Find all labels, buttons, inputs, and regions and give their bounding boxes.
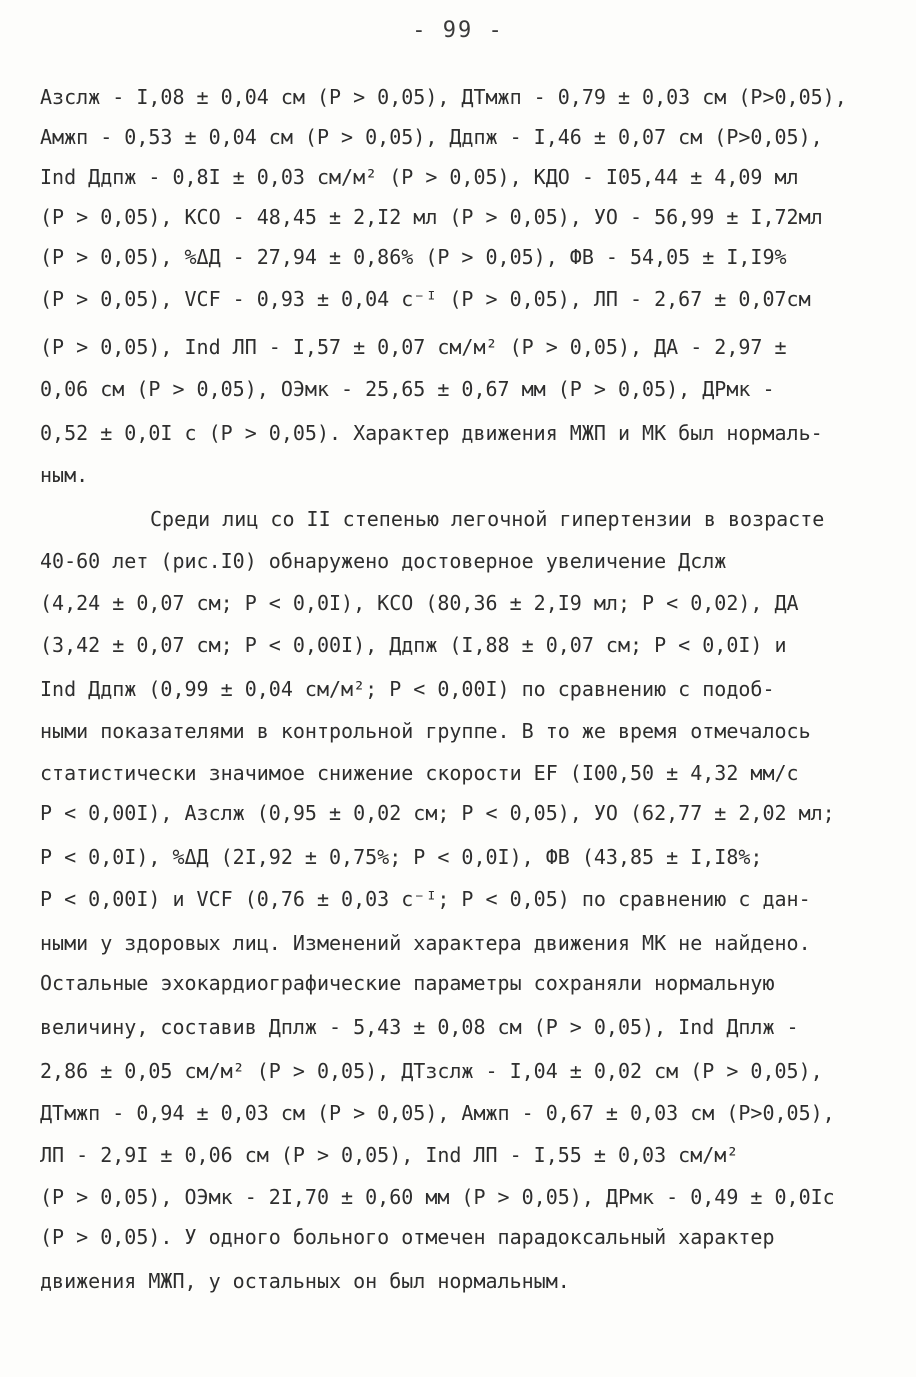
text-line: Остальные эхокардиографические параметры сохраняли нормальную — [40, 971, 775, 995]
text-line: ными показателями в контрольной группе. В то же время отмечалось — [40, 719, 811, 743]
text-line: ным. — [40, 463, 89, 487]
text-line: (P > 0,05), ОЭмк - 2I,70 ± 0,60 мм (P > 0,05), ДРмк - 0,49 ± 0,0Iс — [40, 1185, 835, 1209]
page-number: - 99 - — [412, 18, 504, 43]
text-line: величину, составив Дплж - 5,43 ± 0,08 см (P > 0,05), Ind Дплж - — [40, 1015, 799, 1039]
text-line: 0,06 см (P > 0,05), ОЭмк - 25,65 ± 0,67 мм (P > 0,05), ДРмк - — [40, 377, 775, 401]
text-line: P < 0,0I), %ΔД (2I,92 ± 0,75%; P < 0,0I), ФВ (43,85 ± I,I8%; — [40, 845, 763, 869]
text-line: P < 0,00I), Aзслж (0,95 ± 0,02 см; P < 0,05), УО (62,77 ± 2,02 мл; — [40, 801, 835, 825]
text-line: статистически значимое снижение скорости EF (I00,50 ± 4,32 мм/с — [40, 761, 799, 785]
text-line: 40-60 лет (рис.I0) обнаружено достоверное увеличение Дслж — [40, 549, 727, 573]
text-line: (4,24 ± 0,07 см; P < 0,0I), КСО (80,36 ± 2,I9 мл; P < 0,02), ДА — [40, 591, 799, 615]
text-line: ЛП - 2,9I ± 0,06 см (P > 0,05), Ind ЛП - I,55 ± 0,03 см/м² — [40, 1143, 739, 1167]
text-line: ными у здоровых лиц. Изменений характера движения МК не найдено. — [40, 931, 811, 955]
text-line: 0,52 ± 0,0I с (P > 0,05). Характер движения МЖП и МК был нормаль- — [40, 421, 823, 445]
text-line: (P > 0,05), Ind ЛП - I,57 ± 0,07 см/м² (P > 0,05), ДА - 2,97 ± — [40, 335, 787, 359]
text-line: (P > 0,05), %ΔД - 27,94 ± 0,86% (P > 0,05), ФВ - 54,05 ± I,I9% — [40, 245, 787, 269]
text-line: движения МЖП, у остальных он был нормальным. — [40, 1269, 570, 1293]
text-line: Ind Ддпж - 0,8I ± 0,03 см/м² (P > 0,05), КДО - I05,44 ± 4,09 мл — [40, 165, 799, 189]
text-line: (P > 0,05), КСО - 48,45 ± 2,I2 мл (P > 0,05), УО - 56,99 ± I,72мл — [40, 205, 823, 229]
text-line: P < 0,00I) и VCF (0,76 ± 0,03 с⁻ᴵ; P < 0,05) по сравнению с дан- — [40, 887, 811, 911]
text-line: ДТмжп - 0,94 ± 0,03 см (P > 0,05), Aмжп - 0,67 ± 0,03 см (P>0,05), — [40, 1101, 835, 1125]
text-line: (P > 0,05). У одного больного отмечен парадоксальный характер — [40, 1225, 775, 1249]
text-line: 2,86 ± 0,05 см/м² (P > 0,05), ДТзслж - I,04 ± 0,02 см (P > 0,05), — [40, 1059, 823, 1083]
text-line: Ind Ддпж (0,99 ± 0,04 см/м²; P < 0,00I) по сравнению с подоб- — [40, 677, 775, 701]
text-line: Aмжп - 0,53 ± 0,04 см (P > 0,05), Ддпж - I,46 ± 0,07 см (P>0,05), — [40, 125, 823, 149]
text-line: (P > 0,05), VCF - 0,93 ± 0,04 с⁻ᴵ (P > 0,05), ЛП - 2,67 ± 0,07см — [40, 287, 811, 311]
text-line: (3,42 ± 0,07 см; P < 0,00I), Ддпж (I,88 ± 0,07 см; P < 0,0I) и — [40, 633, 787, 657]
text-line: Среди лиц со II степенью легочной гипертензии в возрасте — [150, 507, 825, 531]
text-line: Aзслж - I,08 ± 0,04 см (P > 0,05), ДТмжп - 0,79 ± 0,03 см (P>0,05), — [40, 85, 847, 109]
